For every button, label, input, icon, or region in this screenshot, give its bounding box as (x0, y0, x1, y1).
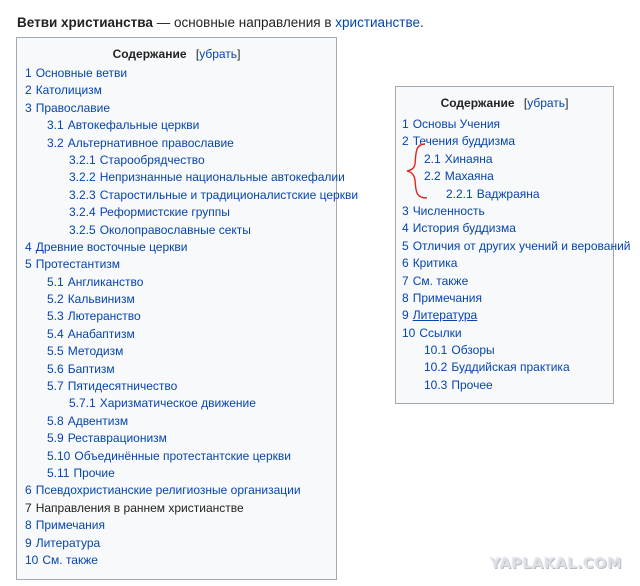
toc-item (402, 186, 630, 203)
toc-toggle: [убрать] (523, 96, 569, 110)
toc-number: 3.2.1 (69, 152, 96, 167)
toc-hide-link[interactable]: убрать (199, 47, 238, 61)
toc-number: 5 (25, 257, 32, 272)
toc-item (402, 220, 630, 237)
toc-item (25, 204, 358, 221)
toc-title: Содержание (112, 47, 187, 61)
toc-item (25, 100, 358, 117)
toc-link[interactable] (424, 343, 495, 357)
toc-link[interactable] (402, 326, 462, 340)
toc-number: 5.5 (47, 344, 64, 359)
toc-link[interactable] (47, 379, 177, 393)
toc-hide-link[interactable]: убрать (527, 96, 566, 110)
toc-link[interactable] (47, 309, 141, 323)
intro-bold-term: Ветви христианства (17, 15, 153, 30)
toc-item (25, 378, 358, 395)
toc-text: Старостильные и традиционалистские церкви (99, 187, 359, 202)
toc-item (402, 307, 630, 324)
toc-item (25, 361, 358, 378)
toc-item (25, 308, 358, 325)
toc-item (402, 290, 630, 307)
toc-link[interactable] (69, 188, 358, 202)
toc-text: Православие (35, 100, 111, 115)
toc-text: Примечания (35, 518, 105, 533)
toc-link[interactable] (25, 101, 110, 115)
toc-text: Махаяна (444, 169, 494, 184)
toc-text: Реставрационизм (67, 431, 167, 446)
toc-link[interactable] (402, 291, 482, 305)
toc-item (25, 187, 358, 204)
toc-item (25, 82, 358, 99)
toc-link[interactable] (424, 378, 493, 392)
toc-text: Объединённые протестантские церкви (74, 448, 291, 463)
toc-link[interactable] (25, 83, 102, 97)
toc-link[interactable] (47, 362, 115, 376)
toc-number: 2.2.1 (446, 186, 473, 201)
toc-text: Примечания (412, 290, 482, 305)
toc-link[interactable] (47, 414, 128, 428)
toc-item (402, 255, 630, 272)
toc-item (25, 448, 358, 465)
toc-link[interactable] (424, 169, 494, 183)
toc-item (25, 291, 358, 308)
toc-list (402, 116, 630, 394)
toc-number: 2.1 (424, 151, 441, 166)
toc-text: Прочее (451, 377, 493, 392)
toc-text: См. также (412, 273, 469, 288)
toc-number: 5.2 (47, 292, 64, 307)
toc-text: Направления в раннем христианстве (35, 500, 244, 515)
toc-number: 5.6 (47, 361, 64, 376)
toc-item (402, 133, 630, 150)
toc-text: Хинаяна (444, 151, 493, 166)
toc-link[interactable] (446, 187, 540, 201)
toc-title: Содержание (440, 96, 515, 110)
toc-number: 8 (402, 290, 409, 305)
toc-text: Обзоры (451, 343, 495, 358)
toc-number: 6 (402, 256, 409, 271)
toc-link[interactable] (25, 553, 98, 567)
toc-item (25, 117, 358, 134)
toc-link[interactable] (47, 431, 167, 445)
toc-number: 5.8 (47, 413, 64, 428)
toc-text: Автокефальные церкви (67, 118, 200, 133)
toc-item (402, 116, 630, 133)
toc-link[interactable] (25, 483, 301, 497)
toc-link[interactable] (69, 205, 230, 219)
toc-number: 5.3 (47, 309, 64, 324)
toc-text: Методизм (67, 344, 124, 359)
toc-buddhism (395, 86, 631, 404)
toc-link[interactable] (47, 118, 199, 132)
toc-link[interactable] (25, 240, 188, 254)
toc-link[interactable] (402, 204, 485, 218)
toc-link[interactable] (402, 117, 500, 131)
toc-number: 9 (402, 308, 409, 323)
toc-number: 7 (402, 273, 409, 288)
toc-text: Основные ветви (35, 66, 128, 80)
toc-text: Основы Учения (412, 117, 501, 131)
toc-item (25, 65, 358, 82)
toc-list (25, 65, 358, 569)
toc-item (25, 326, 358, 343)
toc-text: Харизматическое движение (99, 396, 256, 411)
toc-link[interactable] (69, 223, 251, 237)
toc-number: 10 (402, 325, 416, 340)
toc-link[interactable] (47, 449, 291, 463)
toc-item (402, 342, 630, 359)
christianity-link[interactable]: христианстве (335, 15, 420, 30)
toc-link[interactable] (47, 344, 123, 358)
toc-text: Пятидесятничество (67, 379, 178, 394)
toc-item (25, 430, 358, 447)
toc-link[interactable] (25, 66, 127, 80)
toc-link[interactable] (402, 274, 468, 288)
toc-text: Течения буддизма (412, 134, 516, 149)
toc-number: 3 (402, 203, 409, 218)
toc-number: 5.10 (47, 448, 71, 463)
toc-header (396, 96, 613, 110)
toc-text: Анабаптизм (67, 326, 135, 341)
toc-text: Баптизм (67, 361, 115, 376)
toc-number: 7 (25, 500, 32, 515)
toc-text: Литература (35, 535, 101, 550)
toc-link[interactable] (69, 170, 345, 184)
toc-text: Альтернативное православие (67, 135, 234, 150)
toc-number: 10.3 (424, 377, 448, 392)
toc-number: 4 (402, 221, 409, 236)
toc-text: Ссылки (419, 325, 462, 340)
toc-item (25, 222, 358, 239)
toc-link[interactable] (402, 256, 457, 270)
toc-item (25, 535, 358, 552)
toc-text: Критика (412, 256, 458, 271)
toc-link[interactable] (402, 221, 516, 235)
toc-number: 8 (25, 518, 32, 533)
toc-item (25, 274, 358, 291)
toc-text: Реформистские группы (99, 205, 230, 220)
toc-link[interactable] (402, 308, 477, 322)
toc-text: Кальвинизм (67, 292, 135, 307)
toc-item (402, 273, 630, 290)
toc-item (25, 413, 358, 430)
toc-number: 3.2.3 (69, 187, 96, 202)
toc-number: 3.2.5 (69, 222, 96, 237)
toc-link[interactable] (47, 275, 143, 289)
toc-link[interactable] (47, 136, 234, 150)
toc-header (17, 47, 336, 61)
toc-number: 3.2 (47, 135, 64, 150)
toc-number: 10.1 (424, 343, 448, 358)
toc-text: Буддийская практика (451, 360, 570, 375)
toc-item (25, 152, 358, 169)
toc-number: 9 (25, 535, 32, 550)
toc-number: 2 (402, 134, 409, 149)
toc-toggle: [убрать] (195, 47, 241, 61)
toc-number: 3 (25, 100, 32, 115)
toc-link[interactable] (47, 327, 135, 341)
red-brace-annotation (405, 142, 429, 200)
toc-number: 6 (25, 483, 32, 498)
toc-item (402, 377, 630, 394)
toc-text: Протестантизм (35, 257, 121, 272)
toc-link[interactable] (25, 257, 120, 271)
toc-item (25, 169, 358, 186)
toc-number: 5.1 (47, 274, 64, 289)
toc-christianity (16, 37, 359, 580)
toc-link[interactable] (69, 396, 256, 410)
intro-end: . (419, 15, 424, 30)
toc-item (25, 395, 358, 412)
toc-item (25, 343, 358, 360)
toc-link[interactable] (47, 466, 115, 480)
toc-text: История буддизма (412, 221, 516, 236)
toc-number: 4 (25, 239, 32, 254)
toc-item (25, 239, 358, 256)
toc-number: 5.4 (47, 326, 64, 341)
toc-item (402, 203, 630, 220)
toc-number: 3.1 (47, 118, 64, 133)
toc-number: 10 (25, 552, 39, 567)
toc-item (25, 135, 358, 152)
toc-number: 5.11 (47, 465, 70, 480)
toc-item (25, 517, 358, 534)
toc-item (25, 500, 358, 517)
toc-link[interactable] (25, 518, 105, 532)
toc-text: Прочие (73, 465, 115, 480)
toc-link[interactable] (424, 360, 570, 374)
toc-link[interactable] (25, 536, 100, 550)
toc-text: Древние восточные церкви (35, 239, 188, 254)
toc-item (25, 552, 358, 569)
toc-text: Околоправославные секты (99, 222, 251, 237)
toc-text: Католицизм (35, 83, 102, 98)
toc-number: 3.2.2 (69, 170, 96, 185)
toc-link[interactable] (69, 153, 205, 167)
toc-text: Псевдохристианские религиозные организации (35, 483, 301, 498)
toc-text: Адвентизм (67, 413, 129, 428)
intro-text-part: — основные направления в (152, 15, 336, 30)
toc-item (402, 168, 630, 185)
toc-item (25, 465, 358, 482)
toc-link[interactable] (47, 292, 135, 306)
toc-text: Англиканство (67, 274, 144, 289)
toc-item (402, 151, 630, 168)
toc-text: Отличия от других учений и верований (412, 238, 631, 253)
toc-text: Старообрядчество (99, 152, 205, 167)
toc-number: 2 (25, 83, 32, 98)
toc-text: Ваджраяна (476, 186, 540, 201)
toc-item (402, 238, 630, 255)
intro-text (17, 14, 424, 32)
toc-number: 2.2 (424, 169, 441, 184)
toc-number: 5.7.1 (69, 396, 96, 411)
toc-text: См. также (42, 552, 98, 567)
toc-number: 1 (25, 66, 32, 80)
toc-text: Лютеранство (67, 309, 141, 324)
toc-link[interactable] (25, 501, 244, 515)
toc-link[interactable] (424, 152, 493, 166)
toc-text: Литература (412, 308, 478, 323)
toc-item (402, 325, 630, 342)
toc-number: 10.2 (424, 360, 448, 375)
watermark: YAPLAKAL.COM (489, 556, 622, 572)
toc-number: 3.2.4 (69, 205, 96, 220)
toc-link[interactable] (402, 239, 630, 253)
toc-number: 5.9 (47, 431, 64, 446)
toc-item (25, 256, 358, 273)
toc-text: Численность (412, 203, 485, 218)
toc-number: 5.7 (47, 379, 64, 394)
toc-item (25, 482, 358, 499)
toc-text: Непризнанные национальные автокефалии (99, 170, 345, 185)
toc-number: 5 (402, 238, 409, 253)
toc-number: 1 (402, 117, 409, 131)
toc-item (402, 359, 630, 376)
